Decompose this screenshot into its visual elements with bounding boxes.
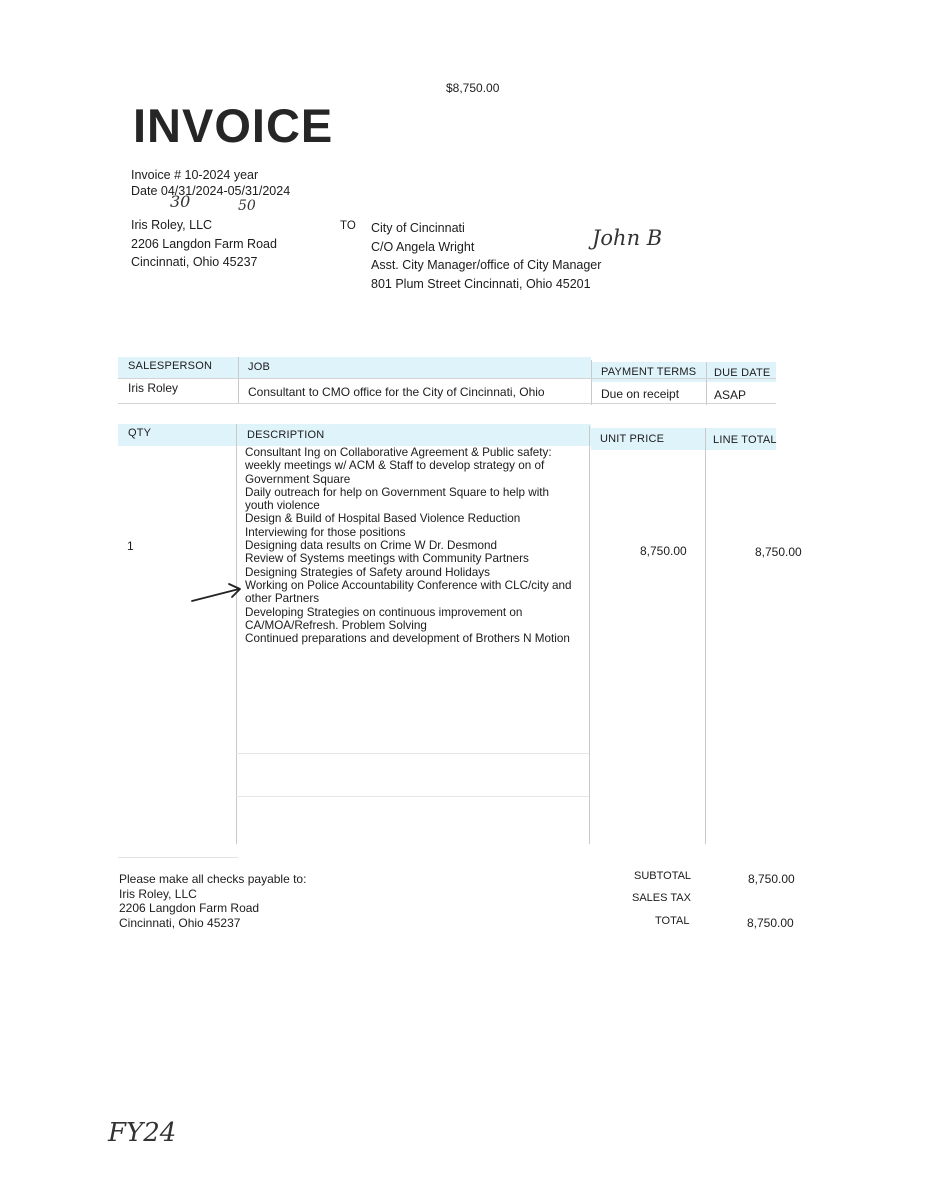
total-value: 8,750.00 — [747, 916, 794, 930]
description-line: Review of Systems meetings with Community Partners — [245, 552, 529, 566]
header-due-date: DUE DATE — [714, 367, 771, 379]
to-line-3: Asst. City Manager/office of City Manager — [371, 258, 602, 272]
header-unit-price: UNIT PRICE — [600, 433, 665, 445]
description-line: other Partners — [245, 592, 320, 606]
cell-job: Consultant to CMO office for the City of Cincinnati, Ohio — [248, 385, 545, 399]
description-line: Design & Build of Hospital Based Violence Reduction — [245, 512, 521, 526]
items-divider-1 — [236, 424, 237, 844]
handwritten-30: 30 — [170, 192, 191, 211]
handwritten-50: 50 — [238, 198, 256, 214]
header-line-total: LINE TOTAL — [713, 434, 777, 446]
description-line: Developing Strategies on continuous improvement on — [245, 605, 523, 619]
items-header-band-left — [118, 424, 591, 446]
description-line: Continued preparations and development of Brothers N Motion — [245, 632, 570, 646]
invoice-meta — [131, 166, 290, 200]
job-row-line — [118, 378, 776, 379]
description-line: Consultant Ing on Collaborative Agreement & Public safety: — [245, 446, 552, 459]
top-amount: $8,750.00 — [446, 81, 500, 95]
header-salesperson: SALESPERSON — [128, 360, 213, 372]
to-line-4: 801 Plum Street Cincinnati, Ohio 45201 — [371, 276, 591, 291]
header-description: DESCRIPTION — [247, 429, 325, 441]
description-line: weekly meetings w/ ACM & Staff to develop strategy on of — [245, 459, 545, 473]
items-faint-line-2 — [236, 796, 589, 797]
invoice-title: INVOICE — [133, 99, 334, 152]
description-line: Government Square — [245, 472, 351, 486]
cell-due-date: ASAP — [714, 388, 747, 402]
to-label: TO — [340, 220, 356, 232]
from-city: Cincinnati, Ohio 45237 — [131, 255, 258, 269]
to-address — [371, 219, 601, 293]
items-faint-line-1 — [236, 753, 589, 754]
description-line: Interviewing for those positions — [245, 525, 406, 539]
cell-qty: 1 — [127, 539, 134, 553]
handwritten-name: John B — [592, 226, 663, 250]
subtotal-value: 8,750.00 — [748, 872, 795, 886]
cell-payment-terms: Due on receipt — [601, 387, 680, 401]
header-job: JOB — [248, 361, 270, 373]
to-line-2: C/O Angela Wright — [371, 239, 475, 254]
subtotal-label: SUBTOTAL — [634, 870, 692, 882]
header-payment-terms: PAYMENT TERMS — [601, 366, 697, 378]
items-divider-3 — [705, 428, 706, 844]
description-line: Working on Police Accountability Conference with CLC/city and — [245, 578, 572, 592]
items-divider-2 — [589, 426, 590, 844]
total-label: TOTAL — [655, 915, 690, 927]
job-bottom-line — [118, 403, 776, 404]
handwritten-fy: FY24 — [108, 1118, 177, 1148]
to-line-1: City of Cincinnati — [371, 221, 465, 235]
from-address — [131, 216, 277, 272]
job-divider-1 — [238, 357, 239, 403]
from-street: 2206 Langdon Farm Road — [131, 236, 277, 251]
description-line: Daily outreach for help on Government Square to help with — [245, 485, 550, 499]
cell-unit-price: 8,750.00 — [640, 544, 687, 558]
invoice-number: Invoice # 10-2024 year — [131, 168, 259, 182]
job-divider-3 — [706, 362, 707, 405]
sales-tax-label: SALES TAX — [632, 892, 691, 904]
header-qty: QTY — [128, 427, 152, 439]
payable-line-1: Please make all checks payable to: — [119, 872, 307, 886]
description-line: youth violence — [245, 499, 320, 513]
job-divider-2 — [591, 360, 592, 405]
from-name: Iris Roley, LLC — [131, 218, 213, 232]
payable-line-4: Cincinnati, Ohio 45237 — [119, 915, 241, 930]
payable-block — [119, 872, 306, 930]
description-line: CA/MOA/Refresh. Problem Solving — [245, 618, 427, 632]
description-line: Designing data results on Crime W Dr. Desmond — [245, 539, 498, 553]
payable-line-2: Iris Roley, LLC — [119, 886, 197, 901]
cell-line-total: 8,750.00 — [755, 545, 802, 559]
invoice-date: Date 04/31/2024-05/31/2024 — [131, 183, 291, 198]
handwritten-arrow-icon — [190, 582, 244, 604]
cell-salesperson: Iris Roley — [128, 381, 179, 395]
description-list — [245, 446, 572, 645]
description-line: Designing Strategies of Safety around Holidays — [245, 565, 490, 579]
items-bottom-line — [118, 857, 238, 858]
payable-line-3: 2206 Langdon Farm Road — [119, 901, 260, 915]
